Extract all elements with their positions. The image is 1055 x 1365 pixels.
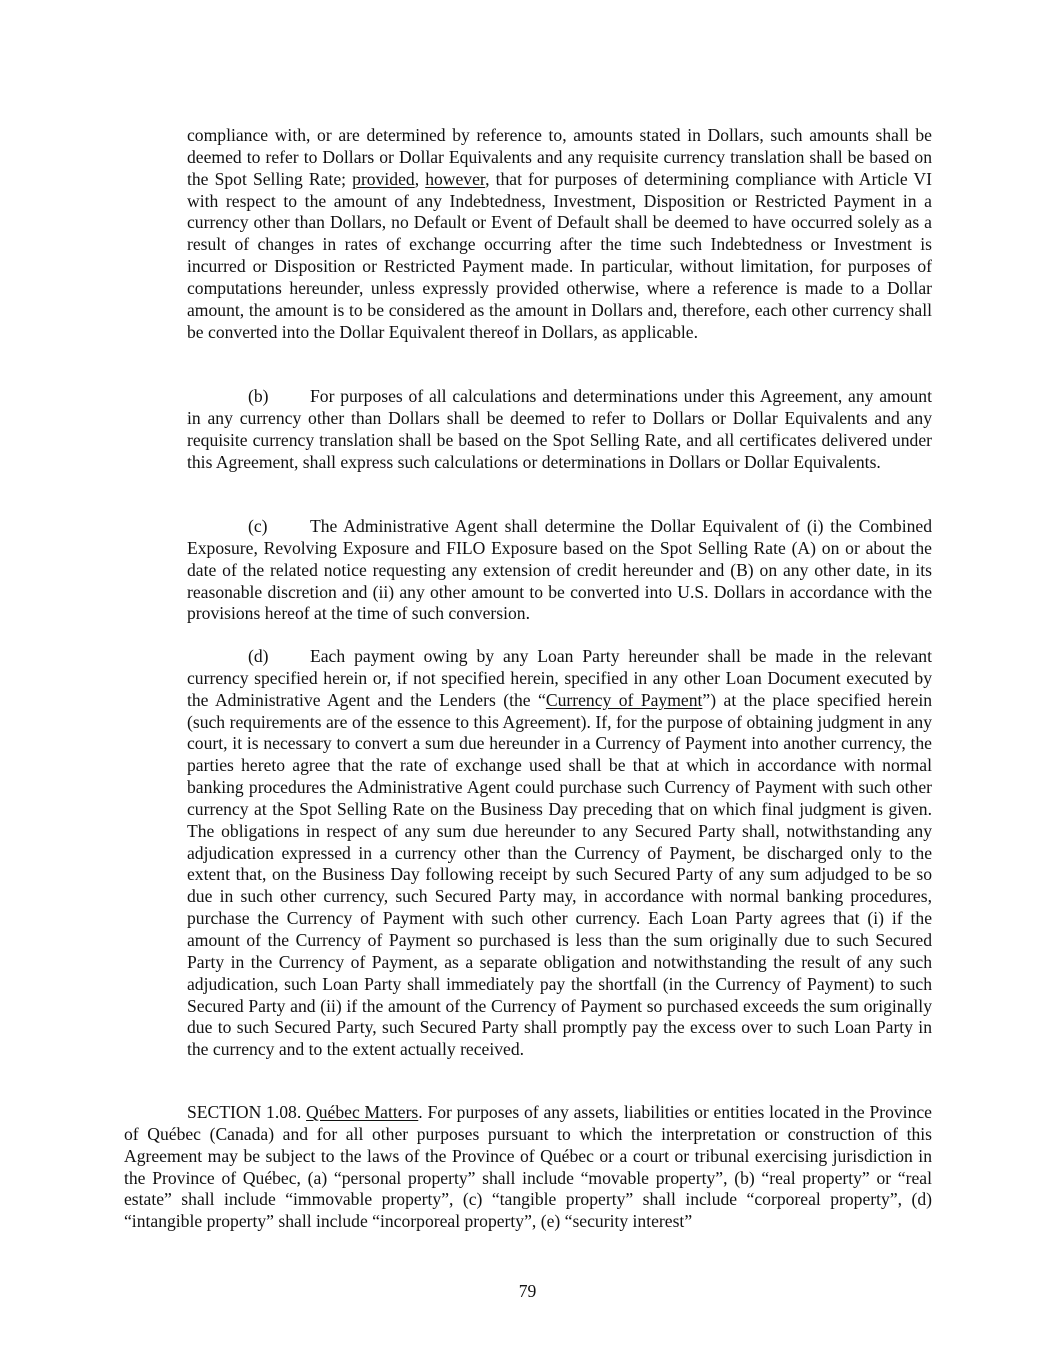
- paragraph-text: For purposes of all calculations and determinations under this Agreement, any amount in any currency other than Dollars shall be deemed to refer to Dollars or Dollar Equivalents and any requisite currency translation shall be based on the Spot Selling Rate, and all certificates delivered under this Agreement, shall express such calculations or determinations in Dollars or Dollar Equivalents.: [187, 386, 932, 472]
- paragraph-b: [187, 386, 932, 473]
- paragraph-text: . For purposes of any assets, liabilities or entities located in the Province of Québec (Canada) and for all other purposes pursuant to which the interpretation or construction of this Agreement may be subject to the laws of the Province of Québec or a court or tribunal exercising jurisdiction in the Province of Québec, (a) “personal property” shall include “movable property”, (b) “real property” or “real estate” shall include “immovable property”, (c) “tangible property” shall include “corporeal property”, (d) “intangible property” shall include “incorporeal property”, (e) “security interest”: [124, 1102, 932, 1232]
- paragraph-c: [187, 516, 932, 625]
- paragraph-text: ”) at the place specified herein (such requirements are of the essence to this Agreement). If, for the purpose of obtaining judgment in any court, it is necessary to convert a sum due hereunder in a Currency of Payment into another currency, the parties hereto agree that the rate of exchange used shall be that at which in accordance with normal banking procedures the Administrative Agent could purchase such Currency of Payment with such other currency at the Spot Selling Rate on the Business Day preceding that on which final judgment is given. The obligations in respect of any sum due hereunder to any Secured Party shall, notwithstanding any adjudication expressed in a currency other than the Currency of Payment, be discharged only to the extent that, on the Business Day following receipt by such Secured Party of any sum adjudged to be so due in such other currency, such Secured Party may, in accordance with normal banking procedures, purchase the Currency of Payment with such other currency. Each Loan Party agrees that (i) if the amount of the Currency of Payment so purchased is less than the sum originally due to such Secured Party in the Currency of Payment, as a separate obligation and notwithstanding the result of any such adjudication, such Loan Party shall immediately pay the shortfall (in the Currency of Payment) to such Secured Party and (ii) if the amount of the Currency of Payment so purchased exceeds the sum originally due to such Secured Party, such Secured Party shall promptly pay the excess over to such Loan Party in the currency and to the extent actually received.: [187, 689, 932, 1060]
- paragraph-d: [187, 646, 932, 1061]
- defined-term-currency-of-payment: Currency of Payment: [545, 689, 703, 710]
- paragraph-a-continued: [187, 125, 932, 343]
- section-1-08: [124, 1102, 932, 1233]
- paragraph-label: (c): [248, 516, 268, 536]
- defined-term-however: however: [425, 168, 486, 189]
- paragraph-text: The Administrative Agent shall determine the Dollar Equivalent of (i) the Combined Exposure, Revolving Exposure and FILO Exposure based on the Spot Selling Rate (A) on or about the date of the related notice requesting any extension of credit hereunder and (B) on any other date, in its reasonable discretion and (ii) any other amount to be converted into U.S. Dollars in accordance with the provisions hereof at the time of such conversion.: [187, 516, 932, 624]
- section-heading: Québec Matters: [306, 1102, 419, 1122]
- paragraph-text: ,: [414, 168, 426, 189]
- section-number: SECTION 1.08.: [187, 1102, 307, 1122]
- defined-term-provided: provided: [352, 168, 415, 189]
- paragraph-text: Each payment owing by any Loan Party hereunder shall be made in the relevant currency specified herein or, if not specified herein, specified in any other Loan Document executed by the Administrative Agent and the Lenders (the “: [187, 646, 932, 710]
- paragraph-label: (d): [248, 646, 269, 666]
- page-number: 79: [518, 1281, 537, 1301]
- paragraph-text: compliance with, or are determined by reference to, amounts stated in Dollars, such amounts shall be deemed to refer to Dollars or Dollar Equivalents and any requisite currency translation shall be based on the Spot Selling Rate;: [187, 125, 932, 189]
- paragraph-text: , that for purposes of determining compliance with Article VI with respect to the amount of any Indebtedness, Investment, Disposition or Restricted Payment in a currency other than Dollars, no Default or Event of Default shall be deemed to have occurred solely as a result of changes in rates of exchange occurring after the time such Indebtedness or Investment is incurred or Disposition or Restricted Payment made. In particular, without limitation, for purposes of computations hereunder, unless expressly provided otherwise, where a reference is made to a Dollar amount, the amount is to be considered as the amount in Dollars and, therefore, each other currency shall be converted into the Dollar Equivalent thereof in Dollars, as applicable.: [187, 168, 932, 342]
- paragraph-label: (b): [248, 386, 269, 406]
